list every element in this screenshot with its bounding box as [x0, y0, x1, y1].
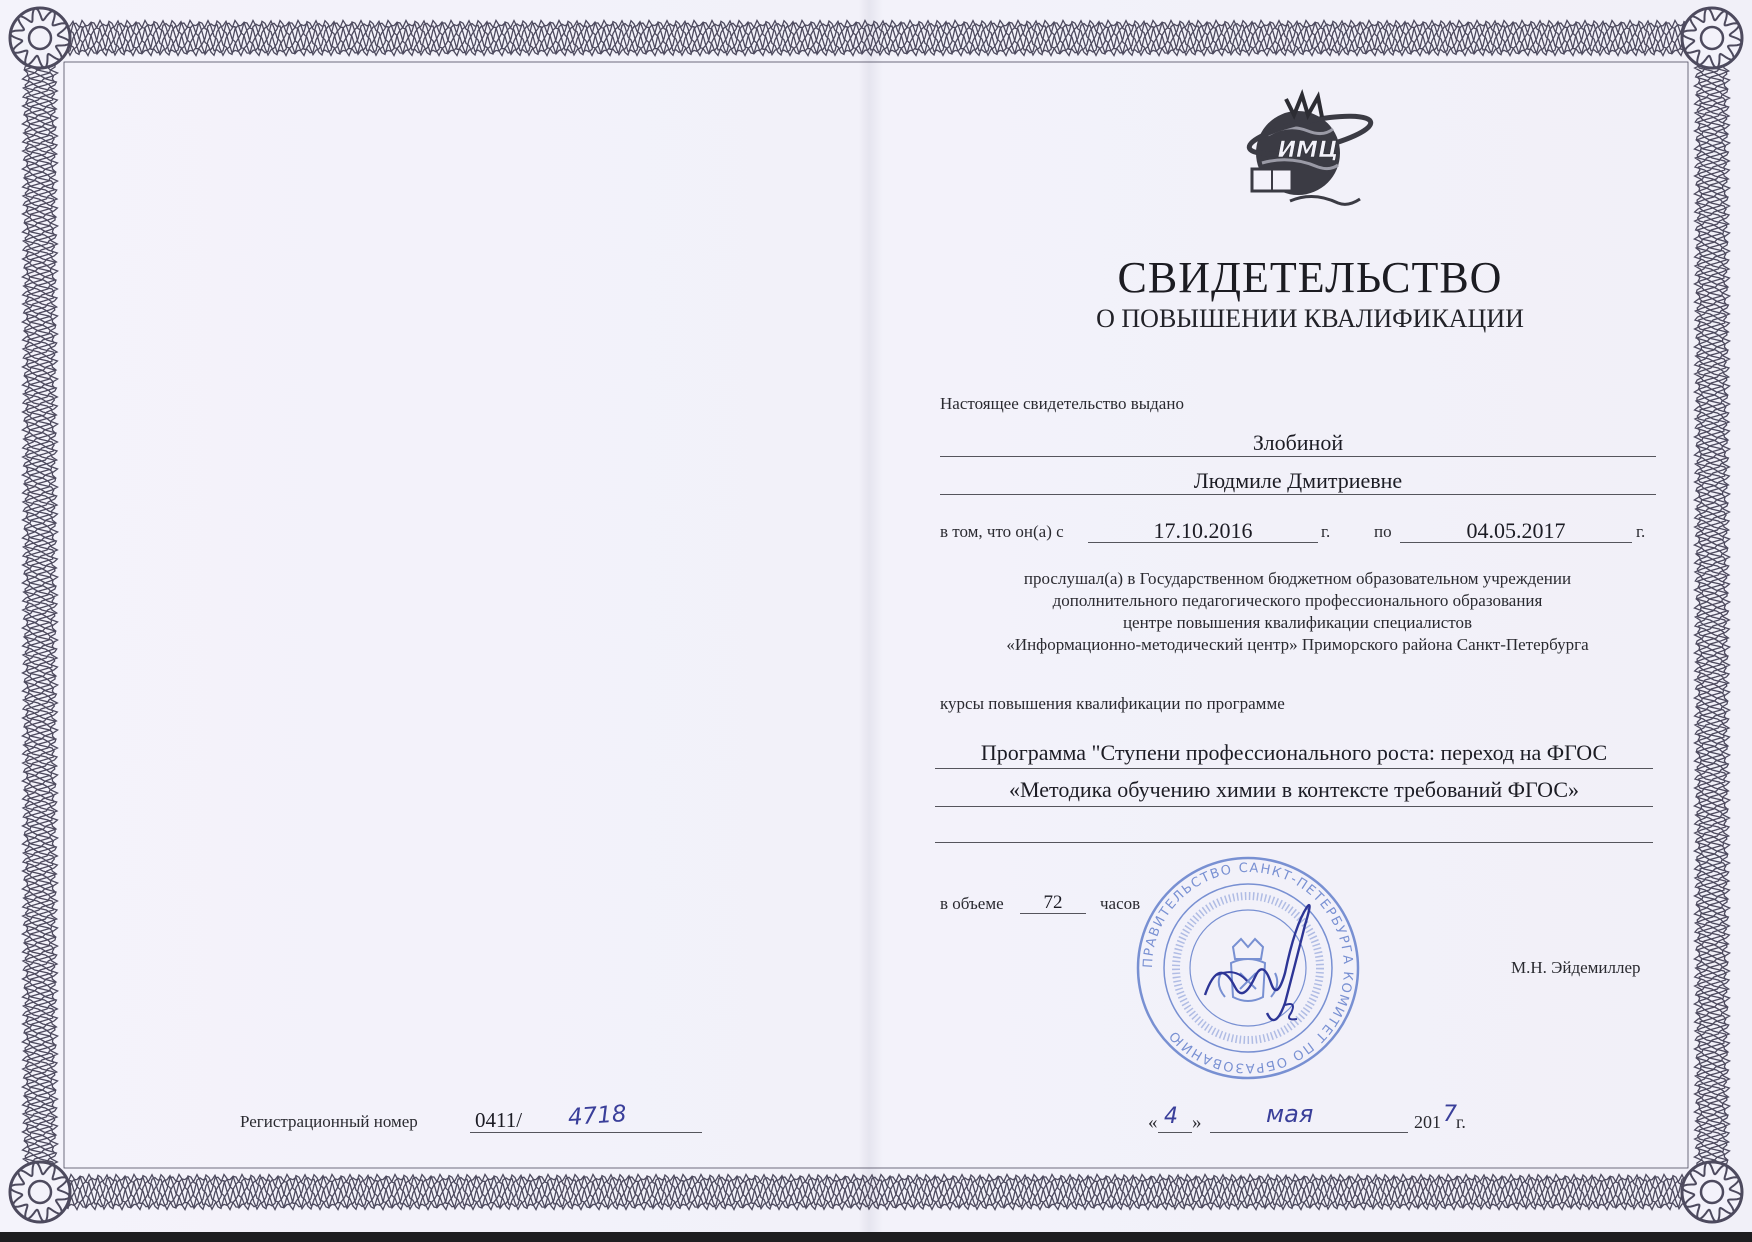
period-label: в том, что он(а) с — [940, 522, 1064, 541]
program-line-1 — [935, 768, 1653, 769]
date-year-prefix: 201 — [1414, 1112, 1441, 1132]
date-open-quote: « — [1148, 1112, 1158, 1133]
institution-line: «Информационно-методический центр» Приморского района Санкт-Петербурга — [1006, 635, 1589, 654]
date-day-line — [1158, 1132, 1192, 1133]
recipient-surname: Злобиной — [1252, 430, 1344, 455]
program-line-3 — [935, 842, 1653, 843]
to-label: по — [1374, 522, 1392, 541]
program-label: курсы повышения квалификации по программе — [940, 694, 1285, 713]
registration-number: 0411/ — [475, 1108, 523, 1132]
institution-line: центре повышения квалификации специалистов — [1122, 613, 1473, 632]
recipient-given-names: Людмиле Дмитриевне — [1193, 468, 1403, 493]
date-month-line — [1210, 1132, 1408, 1133]
registration-number-handwritten: 4718 — [567, 1100, 628, 1132]
signatory-name: М.Н. Эйдемиллер — [1511, 958, 1641, 977]
logo-text: ИМЦ — [1277, 138, 1339, 163]
date-year-suffix: г. — [1456, 1112, 1466, 1132]
program-subtitle: «Методика обучению химии в контексте требований ФГОС» — [1008, 777, 1580, 802]
date-close-quote: » — [1192, 1112, 1202, 1133]
year-suffix-to: г. — [1636, 522, 1646, 541]
certificate-title: СВИДЕТЕЛЬСТВО — [1117, 253, 1503, 302]
certificate-subtitle: О ПОВЫШЕНИИ КВАЛИФИКАЦИИ — [1096, 304, 1524, 333]
date-from: 17.10.2016 — [1153, 518, 1253, 543]
volume-label: в объеме — [940, 894, 1004, 913]
registration-label: Регистрационный номер — [240, 1112, 418, 1131]
institution-line: дополнительного педагогического профессионального образования — [1052, 591, 1543, 610]
institution-paragraph — [935, 568, 1660, 656]
issued-to-label: Настоящее свидетельство выдано — [940, 394, 1184, 413]
program-name: Программа "Ступени профессионального роста: переход на ФГОС — [980, 740, 1608, 765]
surname-line — [940, 456, 1656, 457]
year-suffix-from: г. — [1321, 522, 1331, 541]
program-line-2 — [935, 806, 1653, 807]
stamp-text: ПРАВИТЕЛЬСТВО САНКТ-ПЕТЕРБУРГА КОМИТЕТ ПО ОБРАЗОВАНИЮ — [1140, 860, 1356, 1076]
hours-value: 72 — [1043, 892, 1063, 913]
hours-label: часов — [1100, 894, 1141, 913]
institution-line: прослушал(а) в Государственном бюджетном образовательном учреждении — [1023, 569, 1572, 588]
imc-logo — [1238, 85, 1378, 215]
date-month: мая — [1266, 1100, 1314, 1128]
official-stamp — [1135, 855, 1361, 1081]
date-year-handwritten: 7 — [1443, 1102, 1457, 1127]
given-names-line — [940, 494, 1656, 495]
date-day: 4 — [1164, 1104, 1178, 1129]
date-to: 04.05.2017 — [1466, 518, 1566, 543]
